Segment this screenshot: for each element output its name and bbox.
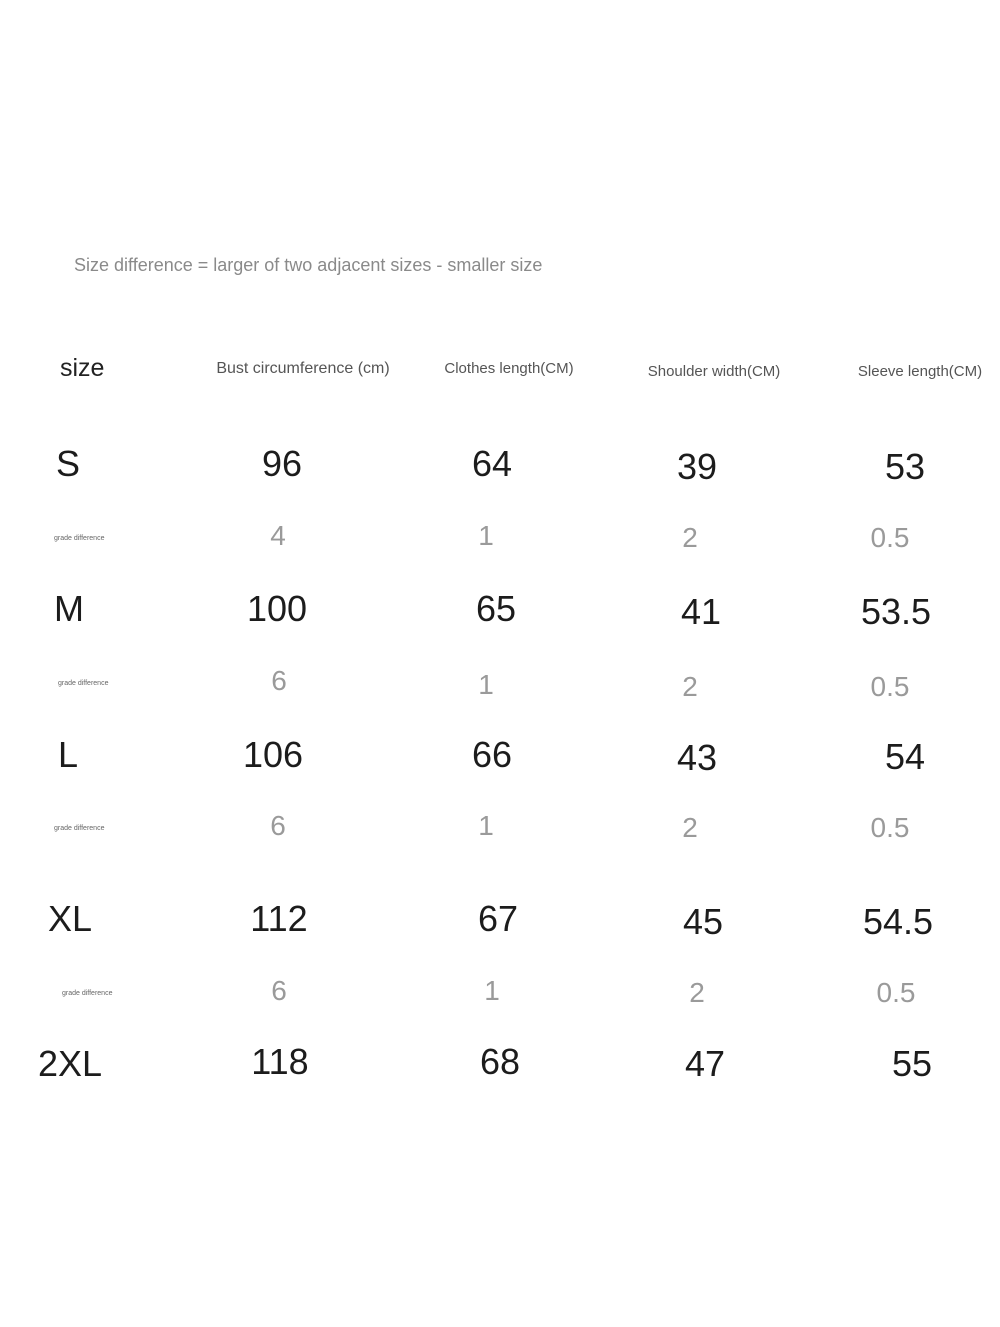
sleeve-diff: 0.5 (870, 671, 910, 702)
size-label: S (56, 443, 81, 484)
length-value: 65 (475, 588, 517, 629)
table-row (0, 734, 1000, 787)
bust-value: 106 (242, 734, 304, 775)
table-row (0, 898, 1000, 951)
shoulder-diff: 2 (682, 671, 698, 702)
header-size: size (60, 354, 105, 382)
bust-value: 96 (261, 443, 303, 484)
shoulder-value: 45 (682, 901, 724, 942)
shoulder-value: 43 (676, 737, 718, 778)
bust-value: 118 (251, 1041, 309, 1082)
length-diff: 1 (484, 975, 500, 1006)
bust-diff: 4 (270, 520, 286, 551)
header-bust: Bust circumference (cm) (216, 360, 390, 377)
table-row (0, 443, 1000, 496)
grade-difference-label: grade difference (54, 825, 105, 832)
sleeve-diff: 0.5 (870, 812, 910, 843)
bust-diff: 6 (271, 975, 287, 1006)
table-row (0, 522, 1000, 572)
table-row (0, 812, 1000, 862)
shoulder-value: 39 (676, 446, 718, 487)
table-row (0, 1041, 1000, 1094)
bust-diff: 6 (270, 810, 286, 841)
size-label: M (54, 588, 84, 629)
shoulder-value: 41 (680, 591, 722, 632)
sleeve-value: 54.5 (862, 901, 934, 942)
table-row (0, 977, 1000, 1027)
header-clothes-length: Clothes length(CM) (444, 360, 574, 377)
sleeve-value: 54 (884, 736, 926, 777)
length-value: 67 (477, 898, 519, 939)
sleeve-value: 53 (884, 446, 926, 487)
length-value: 64 (471, 443, 513, 484)
header-shoulder-width: Shoulder width(CM) (647, 363, 781, 380)
size-difference-note: Size difference = larger of two adjacent sizes - smaller size (74, 255, 543, 275)
bust-value: 112 (250, 898, 308, 939)
length-value: 68 (479, 1041, 521, 1082)
bust-value: 100 (246, 588, 308, 629)
shoulder-diff: 2 (682, 812, 698, 843)
size-label: XL (48, 898, 93, 939)
header-sleeve-length: Sleeve length(CM) (857, 363, 983, 380)
sleeve-diff: 0.5 (870, 522, 910, 553)
shoulder-diff: 2 (689, 977, 705, 1008)
sleeve-value: 53.5 (860, 591, 932, 632)
table-row (0, 667, 1000, 717)
bust-diff: 6 (271, 665, 287, 696)
size-label: L (58, 734, 79, 775)
length-value: 66 (471, 734, 513, 775)
sleeve-value: 55 (891, 1043, 933, 1084)
table-row (0, 588, 1000, 641)
sleeve-diff: 0.5 (876, 977, 916, 1008)
length-diff: 1 (478, 669, 494, 700)
shoulder-diff: 2 (682, 522, 698, 553)
grade-difference-label: grade difference (54, 535, 105, 542)
length-diff: 1 (478, 520, 494, 551)
size-label: 2XL (38, 1043, 103, 1084)
shoulder-value: 47 (684, 1043, 726, 1084)
length-diff: 1 (478, 810, 494, 841)
grade-difference-label: grade difference (62, 990, 113, 997)
grade-difference-label: grade difference (58, 680, 109, 687)
